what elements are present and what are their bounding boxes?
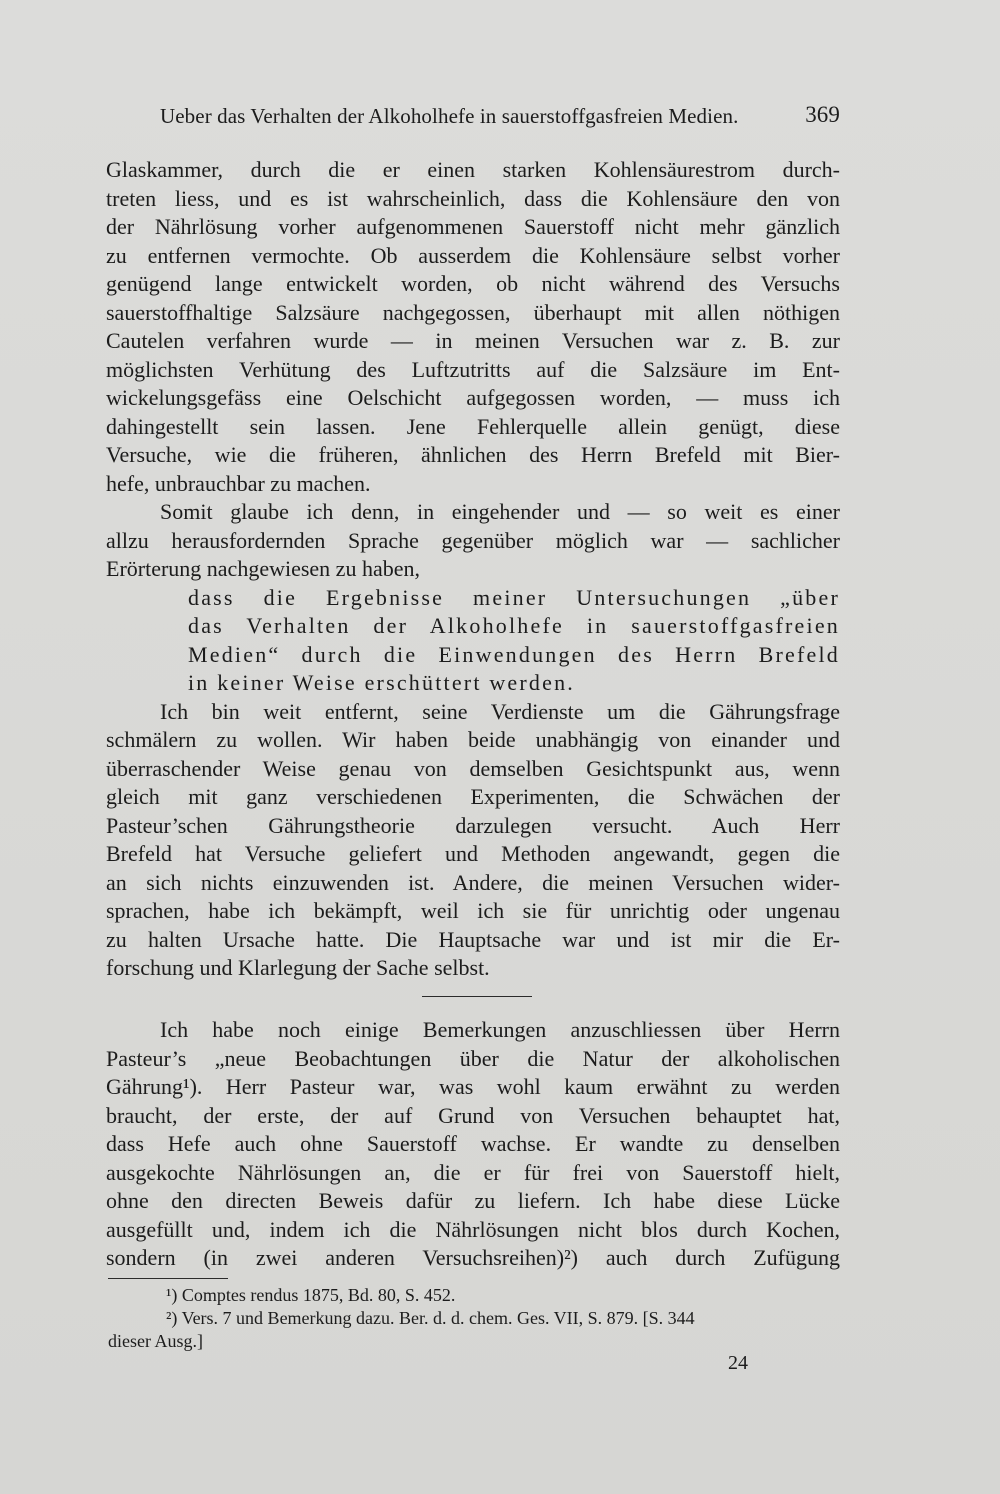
text-line: ausgekochte Nährlösungen an, die er für frei von Sauerstoff hielt,: [106, 1159, 840, 1185]
footnote: ²) Vers. 7 und Bemerkung dazu. Ber. d. d. chem. Ges. VII, S. 879. [S. 344: [166, 1308, 695, 1328]
text-line: gleich mit ganz verschiedenen Experimenten, die Schwächen der: [106, 784, 840, 809]
spaced-quote-line: das Verhalten der Alkoholhefe in sauerstoffgasfreien: [188, 613, 840, 638]
body-text-block-1: [106, 156, 840, 983]
text-line: ausgefüllt und, indem ich die Nährlösungen nicht blos durch Kochen,: [106, 1216, 840, 1242]
spaced-quote-line: Medien“ durch die Einwendungen des Herrn Brefeld: [188, 641, 840, 667]
text-line: sauerstoffhaltige Salzsäure nachgegossen, überhaupt mit allen nöthigen: [106, 299, 840, 325]
text-line: braucht, der erste, der auf Grund von Versuchen behauptet hat,: [106, 1102, 840, 1128]
text-line: Cautelen verfahren wurde — in meinen Versuchen war z. B. zur: [106, 328, 840, 353]
text-line: Somit glaube ich denn, in eingehender und — so weit es einer: [160, 499, 840, 524]
header-title: Ueber das Verhalten der Alkoholhefe in sauerstoffgasfreien Medien.: [160, 104, 739, 128]
text-line: hefe, unbrauchbar zu machen.: [106, 470, 371, 496]
text-line: möglichsten Verhütung des Luftzutritts auf die Salzsäure im Ent-: [106, 356, 840, 382]
section-divider: [422, 996, 532, 997]
text-line: forschung und Klarlegung der Sache selbst.: [106, 955, 490, 980]
text-line: treten liess, und es ist wahrscheinlich, dass die Kohlensäure den von: [106, 185, 840, 211]
footnotes: [108, 1284, 840, 1353]
text-line: Ich bin weit entfernt, seine Verdienste um die Gährungsfrage: [160, 698, 840, 724]
page-number: 369: [805, 102, 840, 127]
footnote-divider: [108, 1278, 228, 1279]
text-line: Versuche, wie die früheren, ähnlichen des Herrn Brefeld mit Bier-: [106, 442, 840, 467]
text-line: an sich nichts einzuwenden ist. Andere, die meinen Versuchen wider-: [106, 869, 840, 895]
text-line: dass Hefe auch ohne Sauerstoff wachse. Er wandte zu denselben: [106, 1131, 840, 1156]
footnote-continuation: dieser Ausg.]: [108, 1331, 203, 1351]
text-line: der Nährlösung vorher aufgenommenen Sauerstoff nicht mehr gänzlich: [106, 214, 840, 239]
text-line: überraschender Weise genau von demselben Gesichtspunkt aus, wenn: [106, 755, 840, 781]
text-line: wickelungsgefäss eine Oelschicht aufgegossen worden, — muss ich: [106, 385, 840, 410]
text-line: schmälern zu wollen. Wir haben beide unabhängig von einander und: [106, 727, 840, 752]
text-line: Ich habe noch einige Bemerkungen anzuschliessen über Herrn: [160, 1017, 840, 1042]
text-line: ohne den directen Beweis dafür zu liefern. Ich habe diese Lücke: [106, 1188, 840, 1213]
text-line: allzu herausfordernden Sprache gegenüber möglich war — sachlicher: [106, 527, 840, 553]
text-line: sondern (in zwei anderen Versuchsreihen)²) auch durch Zufügung: [106, 1245, 840, 1270]
signature-mark: 24: [728, 1352, 748, 1374]
body-text-block-2: [106, 1016, 840, 1273]
running-header: [160, 104, 840, 129]
spaced-quote-line: dass die Ergebnisse meiner Untersuchungen „über: [188, 584, 840, 610]
text-line: dahingestellt sein lassen. Jene Fehlerquelle allein genügt, diese: [106, 413, 840, 439]
footnote: ¹) Comptes rendus 1875, Bd. 80, S. 452.: [166, 1285, 456, 1305]
text-line: zu halten Ursache hatte. Die Hauptsache war und ist mir die Er-: [106, 926, 840, 952]
text-line: Brefeld hat Versuche geliefert und Methoden angewandt, gegen die: [106, 841, 840, 866]
text-line: Pasteur’s „neue Beobachtungen über die Natur der alkoholischen: [106, 1045, 840, 1071]
spaced-quote-line: in keiner Weise erschüttert werden.: [188, 670, 575, 695]
text-line: sprachen, habe ich bekämpft, weil ich sie für unrichtig oder ungenau: [106, 898, 840, 923]
text-line: genügend lange entwickelt worden, ob nicht während des Versuchs: [106, 271, 840, 296]
text-line: Erörterung nachgewiesen zu haben,: [106, 556, 420, 581]
text-line: zu entfernen vermochte. Ob ausserdem die Kohlensäure selbst vorher: [106, 242, 840, 268]
text-line: Glaskammer, durch die er einen starken Kohlensäurestrom durch-: [106, 157, 840, 182]
text-line: Pasteur’schen Gährungstheorie darzulegen versucht. Auch Herr: [106, 812, 840, 838]
text-line: Gährung¹). Herr Pasteur war, was wohl kaum erwähnt zu werden: [106, 1074, 840, 1099]
